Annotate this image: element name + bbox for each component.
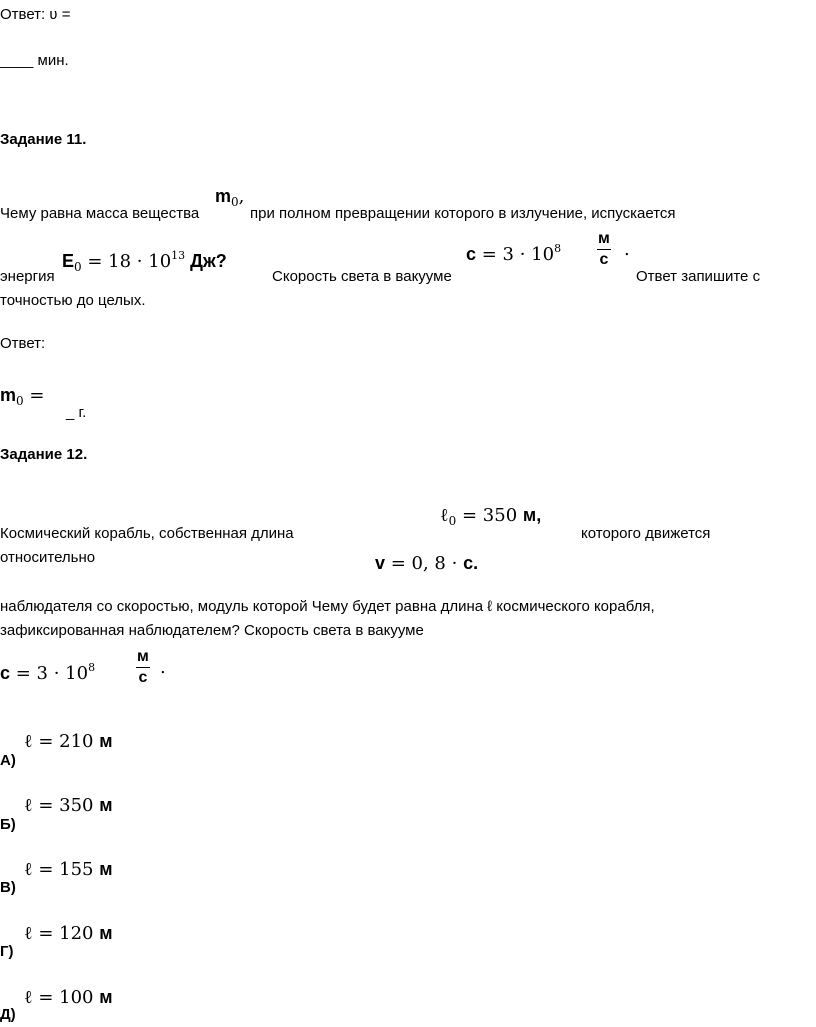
option-letter: ℓ bbox=[24, 859, 33, 880]
option-value: = 210 bbox=[32, 731, 100, 752]
m0-subscript: 0 bbox=[231, 195, 239, 209]
option-formula bbox=[24, 729, 113, 754]
option-value: = 100 bbox=[32, 987, 100, 1008]
task12-line2: относительно bbox=[0, 549, 96, 566]
task11-title: Задание 11. bbox=[0, 131, 87, 148]
m0-letter: m bbox=[215, 186, 232, 206]
E0-subscript: 0 bbox=[74, 260, 82, 274]
option-letter: ℓ bbox=[24, 987, 33, 1008]
v-letter: v bbox=[375, 553, 386, 573]
task11-answer-unit: _ г. bbox=[66, 404, 87, 421]
option-letter: ℓ bbox=[24, 795, 33, 816]
option-formula bbox=[24, 793, 113, 818]
option-unit: м bbox=[99, 987, 113, 1007]
option-formula bbox=[24, 857, 113, 882]
c-unit-numerator: м bbox=[136, 647, 150, 668]
task11-answer-label: Ответ: bbox=[0, 335, 46, 352]
task11-line2-mid: Скорость света в вакууме bbox=[272, 268, 452, 285]
task11-c-dot: . bbox=[624, 239, 630, 260]
task11-answer-formula bbox=[0, 383, 44, 413]
v-equals: = 0, 8 · bbox=[385, 553, 464, 574]
ans-m-letter: m bbox=[0, 385, 17, 405]
option-unit: м bbox=[99, 795, 113, 815]
E0-exponent: 13 bbox=[171, 249, 186, 262]
E0-letter: E bbox=[62, 251, 75, 271]
l0-letter: ℓ bbox=[440, 505, 449, 526]
c-unit-denominator: с bbox=[599, 251, 609, 268]
option-letter: ℓ bbox=[24, 923, 33, 944]
c-letter: c bbox=[0, 663, 11, 683]
option-unit: м bbox=[99, 859, 113, 879]
option-label: Д) bbox=[0, 1006, 16, 1023]
option-value: = 120 bbox=[32, 923, 100, 944]
task12-line1-start: Космический корабль, собственная длина bbox=[0, 525, 294, 542]
l0-unit: м, bbox=[522, 505, 542, 525]
option-unit: м bbox=[99, 731, 113, 751]
m0-comma: , bbox=[238, 186, 245, 207]
c-letter: c bbox=[466, 244, 477, 264]
task12-c-formula bbox=[0, 656, 95, 686]
task11-energy-label: энергия bbox=[0, 268, 55, 285]
c-exponent: 8 bbox=[88, 661, 96, 674]
option-value: = 155 bbox=[32, 859, 100, 880]
task11-line1-end: при полном превращении которого в излучение, испускается bbox=[250, 205, 676, 222]
option-label: Б) bbox=[0, 816, 16, 833]
option-label: А) bbox=[0, 752, 16, 769]
option-label: В) bbox=[0, 879, 16, 896]
task11-line3: точностью до целых. bbox=[0, 292, 146, 309]
ans-m-subscript: 0 bbox=[16, 394, 24, 408]
c-equals: = 3 · 10 bbox=[10, 663, 89, 684]
E0-unit: Дж? bbox=[185, 251, 227, 271]
prev-answer-blank: ____ мин. bbox=[0, 52, 69, 69]
option-label: Г) bbox=[0, 943, 14, 960]
c-equals: = 3 · 10 bbox=[476, 244, 555, 265]
task11-c-formula bbox=[466, 237, 561, 267]
task11-line1-start: Чему равна масса вещества bbox=[0, 205, 200, 222]
ans-equals: = bbox=[23, 385, 45, 406]
task12-title: Задание 12. bbox=[0, 446, 88, 463]
task11-m0-formula bbox=[215, 184, 244, 214]
c-unit-numerator: м bbox=[597, 229, 611, 250]
option-value: = 350 bbox=[32, 795, 100, 816]
option-formula bbox=[24, 985, 113, 1010]
option-unit: м bbox=[99, 923, 113, 943]
task11-line2-end: Ответ запишите с bbox=[636, 268, 761, 285]
c-unit-denominator: с bbox=[138, 669, 148, 686]
prev-answer-label: Ответ: ʋ = bbox=[0, 6, 71, 23]
task12-line4: зафиксированная наблюдателем? Скорость света в вакууме bbox=[0, 622, 424, 639]
c-exponent: 8 bbox=[554, 242, 562, 255]
task12-line1-end: которого движется bbox=[581, 525, 711, 542]
task12-v-formula bbox=[375, 551, 478, 576]
task11-E0-formula bbox=[62, 244, 227, 279]
task12-l0-formula bbox=[440, 503, 541, 533]
task12-c-dot: . bbox=[160, 657, 166, 678]
l0-subscript: 0 bbox=[448, 514, 457, 528]
task11-c-unit-fraction bbox=[597, 229, 611, 270]
E0-equals: = 18 · 10 bbox=[81, 251, 172, 272]
task12-line3: наблюдателя со скоростью, модуль которой Чему будет равна длина ℓ космического корабля, bbox=[0, 598, 655, 615]
v-c: c. bbox=[463, 553, 479, 573]
l0-equals: = 350 bbox=[456, 505, 523, 526]
task12-c-unit-fraction bbox=[136, 647, 150, 688]
option-formula bbox=[24, 921, 113, 946]
option-letter: ℓ bbox=[24, 731, 33, 752]
